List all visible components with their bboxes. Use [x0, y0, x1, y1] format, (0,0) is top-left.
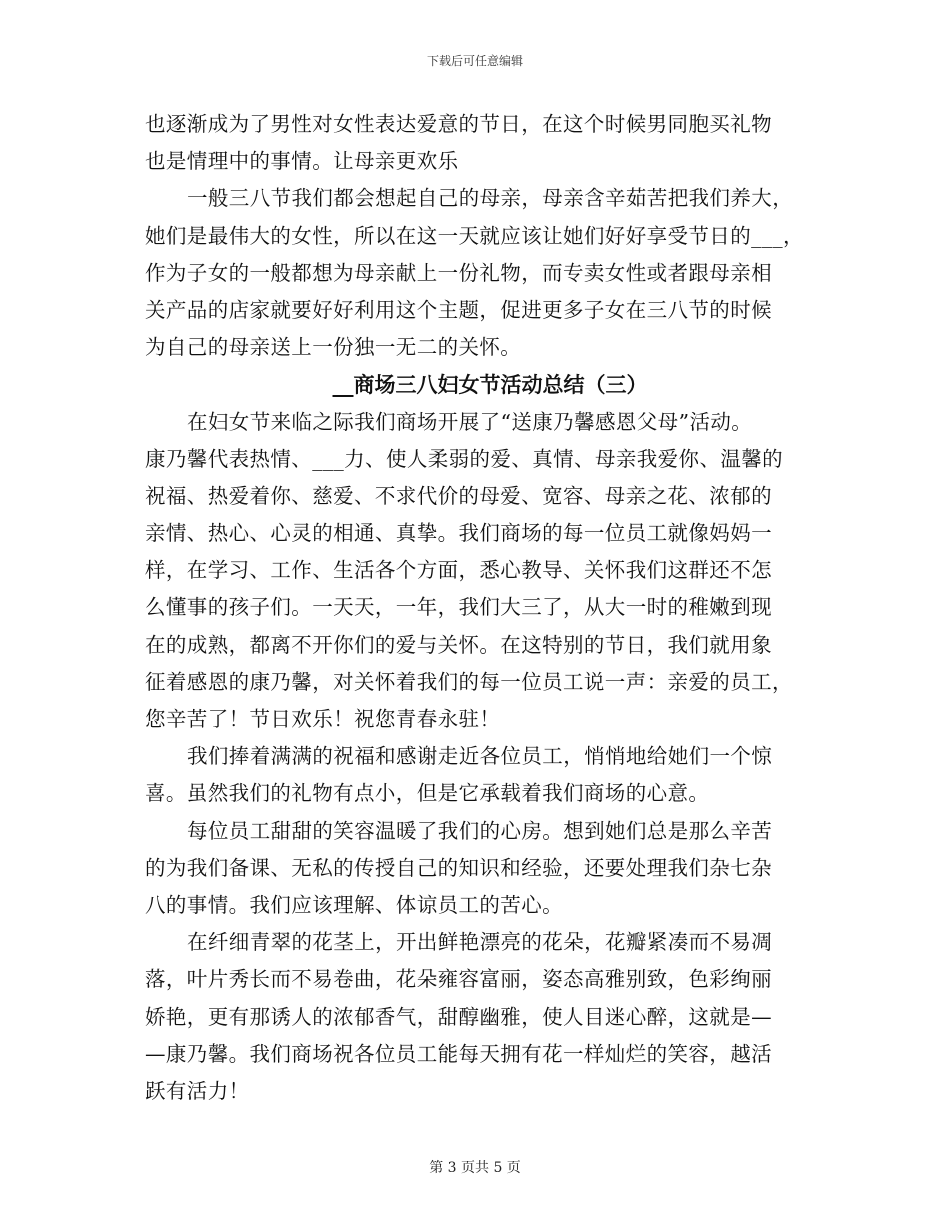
text-line: 在的成熟，都离不开你们的爱与关怀。在这特别的节日，我们就用象: [145, 632, 772, 657]
text-line: 八的事情。我们应该理解、体谅员工的苦心。: [145, 892, 563, 917]
text-line: 为自己的母亲送上一份独一无二的关怀。: [145, 335, 522, 360]
text-line: 样，在学习、工作、生活各个方面，悉心教导、关怀我们这群还不怎: [145, 558, 772, 583]
text-line: 她们是最伟大的女性，所以在这一天就应该让她们好好享受节日的___，: [145, 223, 804, 248]
text-line: 也是情理中的事情。让母亲更欢乐: [145, 149, 459, 174]
text-line: —康乃馨。我们商场祝各位员工能每天拥有花一样灿烂的笑容，越活: [145, 1041, 772, 1066]
text-line: 每位员工甜甜的笑容温暖了我们的心房。想到她们总是那么辛苦: [187, 818, 773, 843]
text-line: 亲情、热心、心灵的相通、真挚。我们商场的每一位员工就像妈妈一: [145, 521, 772, 546]
text-line: 一般三八节我们都会想起自己的母亲，母亲含辛茹苦把我们养大，: [187, 186, 794, 211]
document-body: [145, 106, 825, 1110]
text-line: 在纤细青翠的花茎上，开出鲜艳漂亮的花朵，花瓣紧凑而不易凋: [187, 930, 773, 955]
text-line: 关产品的店家就要好好利用这个主题，促进更多子女在三八节的时候: [145, 297, 772, 322]
text-line: 跃有活力！: [145, 1078, 250, 1103]
page-header: 下载后可任意编辑: [426, 54, 523, 68]
text-line: 康乃馨代表热情、___力、使人柔弱的爱、真情、母亲我爱你、温馨的: [145, 446, 784, 471]
text-line: 作为子女的一般都想为母亲献上一份礼物，而专卖女性或者跟母亲相: [145, 260, 772, 285]
text-line: 的为我们备课、无私的传授自己的知识和经验，还要处理我们杂七杂: [145, 855, 772, 880]
text-line: 我们捧着满满的祝福和感谢走近各位员工，悄悄地给她们一个惊: [187, 744, 773, 769]
text-line: 喜。虽然我们的礼物有点小，但是它承载着我们商场的心意。: [145, 781, 710, 806]
text-line: 征着感恩的康乃馨，对关怀着我们的每一位员工说一声：亲爱的员工，: [145, 669, 793, 694]
text-line: 落，叶片秀长而不易卷曲，花朵雍容富丽，姿态高雅别致，色彩绚丽: [145, 967, 772, 992]
text-line: 娇艳，更有那诱人的浓郁香气，甜醇幽雅，使人目迷心醉，这就是—: [145, 1004, 772, 1029]
text-line: 在妇女节来临之际我们商场开展了“送康乃馨感恩父母”活动。: [187, 409, 753, 434]
text-line: 您辛苦了！节日欢乐！祝您青春永驻！: [145, 707, 501, 731]
text-line: 么懂事的孩子们。一天天，一年，我们大三了，从大一时的稚嫩到现: [145, 595, 772, 620]
page-footer: 第 3 页共 5 页: [429, 1160, 521, 1176]
text-line: 祝福、热爱着你、慈爱、不求代价的母爱、宽容、母亲之花、浓郁的: [145, 483, 772, 508]
text-line: 也逐渐成为了男性对女性表达爱意的节日，在这个时候男同胞买礼物: [145, 112, 772, 136]
section-heading: __商场三八妇女节活动总结（三）: [332, 372, 648, 398]
